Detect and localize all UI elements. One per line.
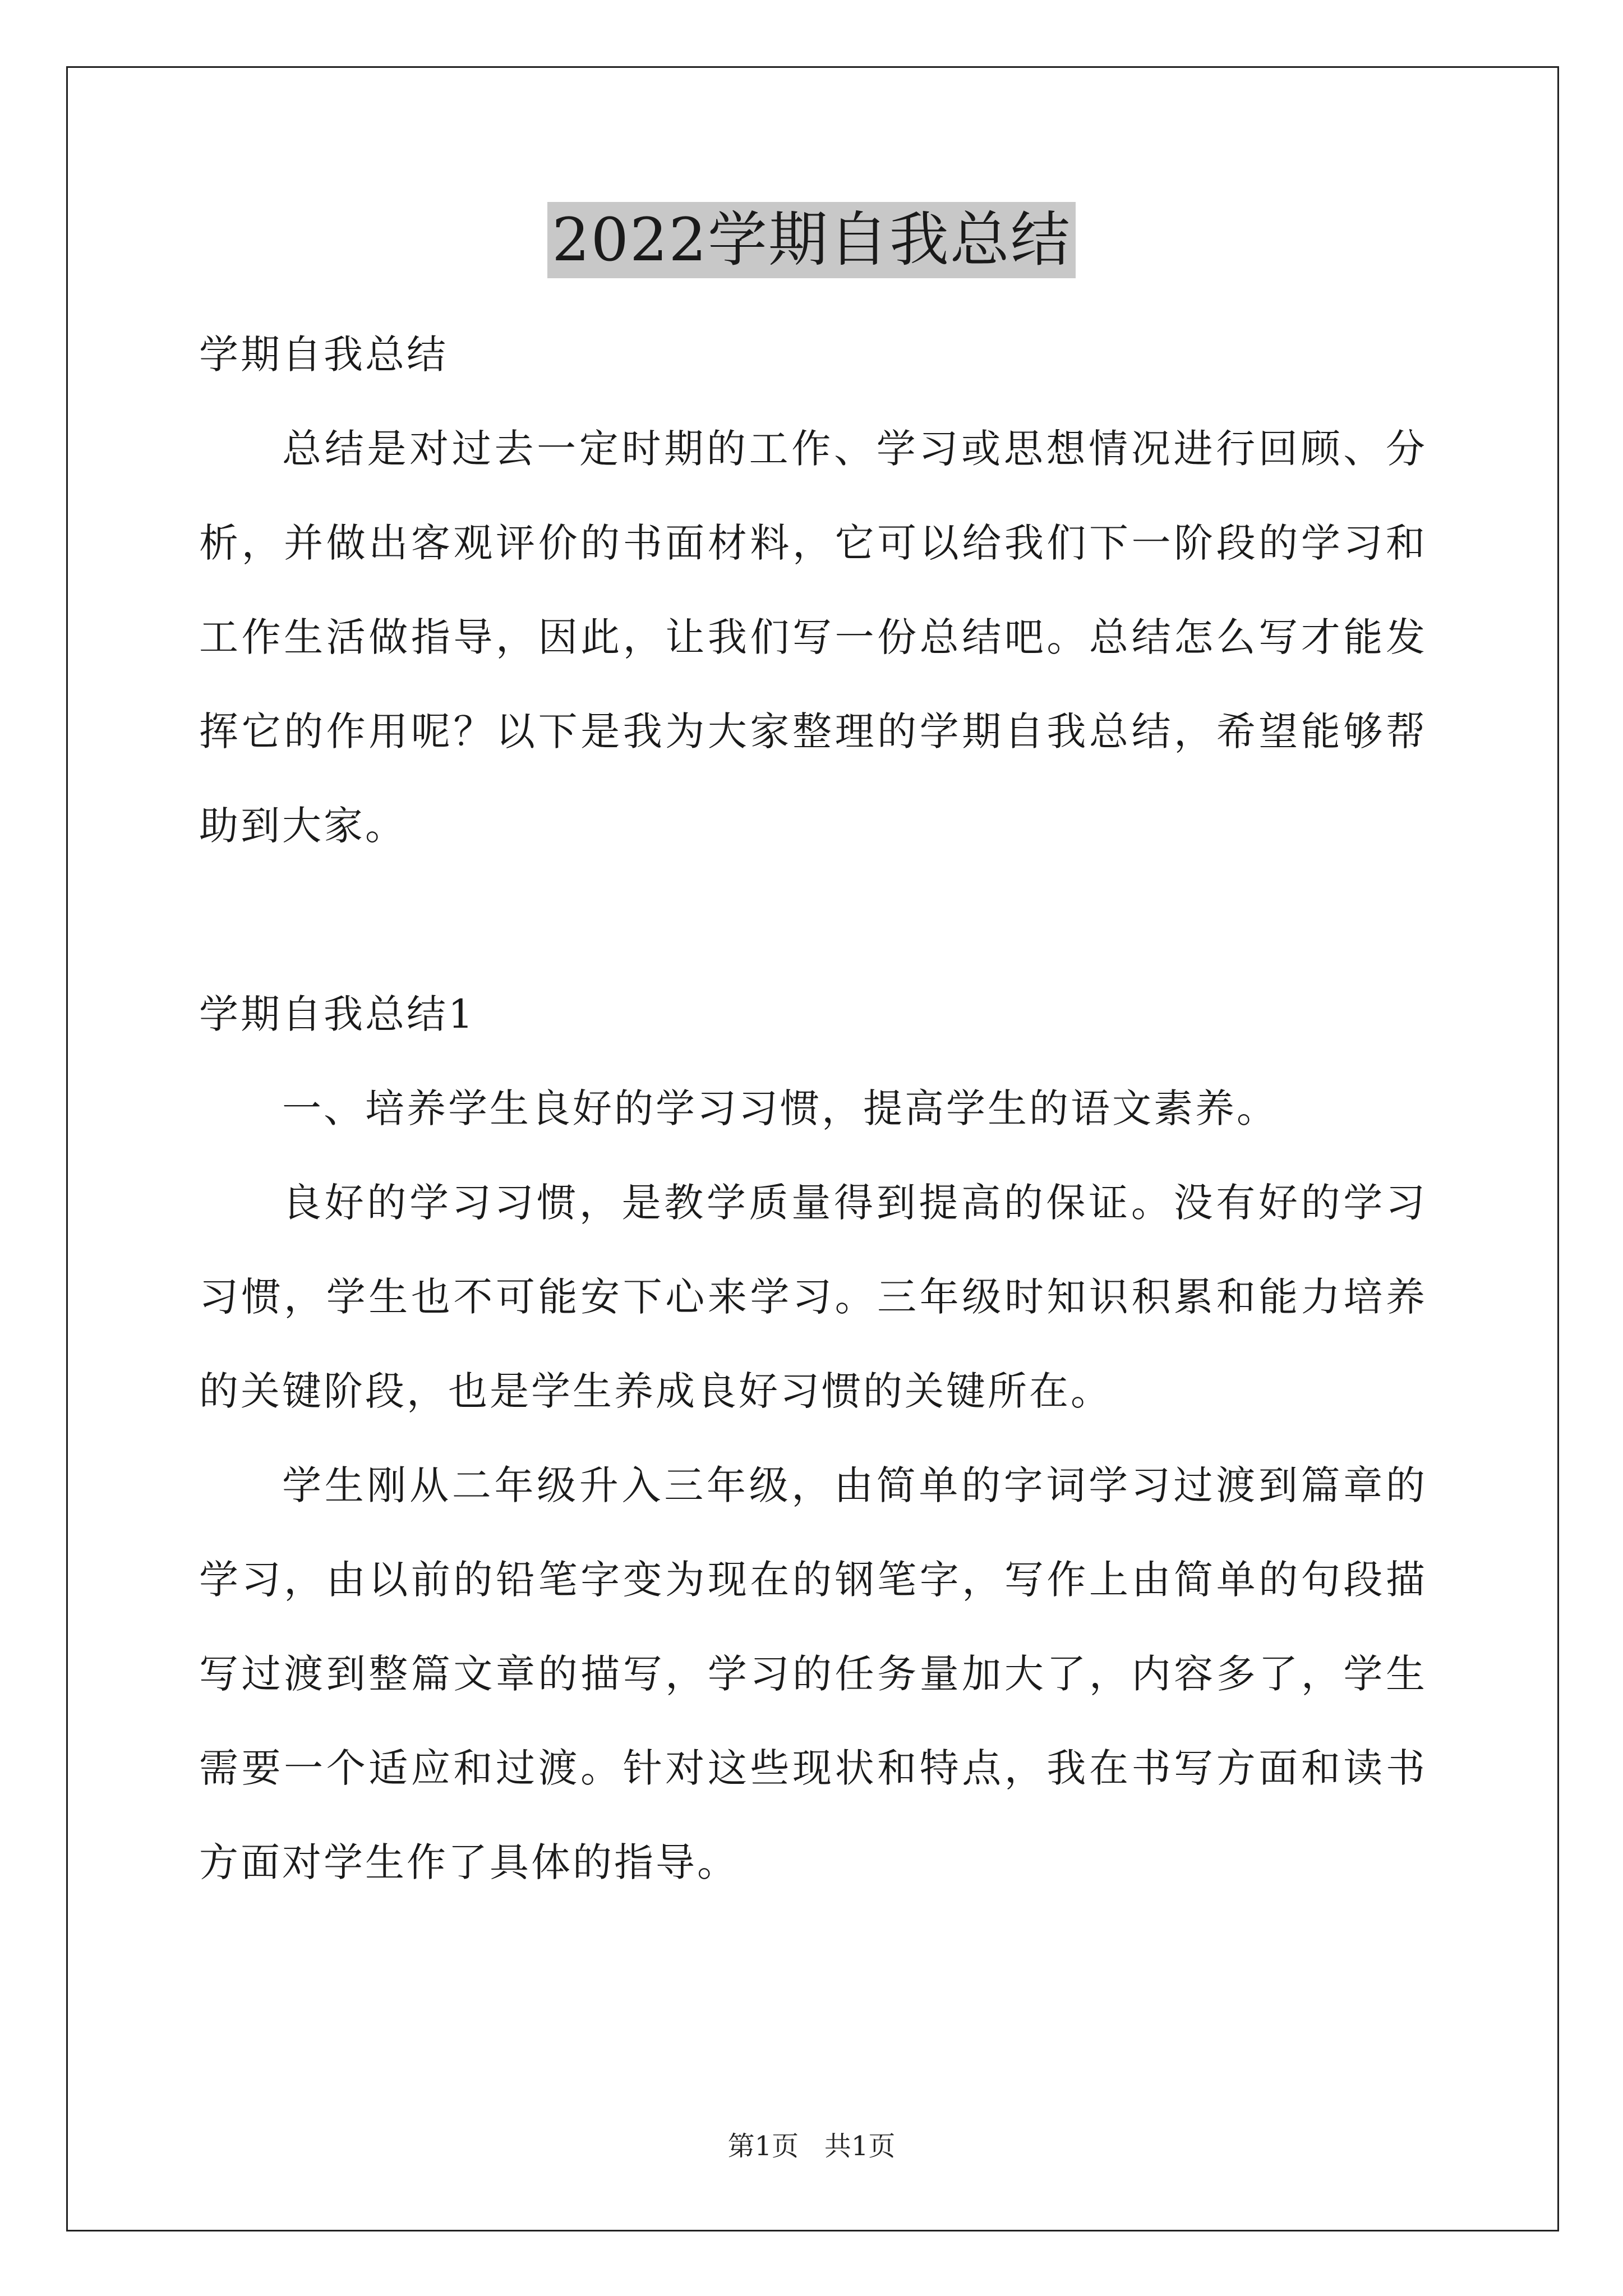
section-heading: 学期自我总结: [199, 332, 448, 378]
paragraph-spacer: [199, 873, 1427, 967]
body-paragraph: 良好的学习习惯，是教学质量得到提高的保证。没有好的学习习惯，学生也不可能安下心来学习。三年级时知识积累和能力培养的关键阶段，也是学生养成良好习惯的关键所在。: [199, 1180, 1427, 1414]
page-total: 共1页: [824, 2131, 896, 2162]
title-container: [0, 202, 1623, 278]
body-paragraph: 一、培养学生良好的学习习惯，提高学生的语文素养。: [282, 1085, 1278, 1131]
document-body: [199, 307, 1427, 1910]
body-paragraph: 学生刚从二年级升入三年级，由简单的字词学习过渡到篇章的学习，由以前的铅笔字变为现在的钢笔字，写作上由简单的句段描写过渡到整篇文章的描写，学习的任务量加大了，内容多了，学生需要一个适应和过渡。针对这些现状和特点，我在书写方面和读书方面对学生作了具体的指导。: [199, 1462, 1427, 1885]
page-number: 第1页: [727, 2131, 799, 2162]
document-title: 2022学期自我总结: [547, 202, 1076, 278]
page-footer: [0, 2129, 1623, 2163]
intro-paragraph: 总结是对过去一定时期的工作、学习或思想情况进行回顾、分析，并做出客观评价的书面材料，它可以给我们下一阶段的学习和工作生活做指导，因此，让我们写一份总结吧。总结怎么写才能发挥它的作用呢？以下是我为大家整理的学期自我总结，希望能够帮助到大家。: [199, 426, 1427, 849]
section-heading: 学期自我总结1: [199, 991, 476, 1037]
